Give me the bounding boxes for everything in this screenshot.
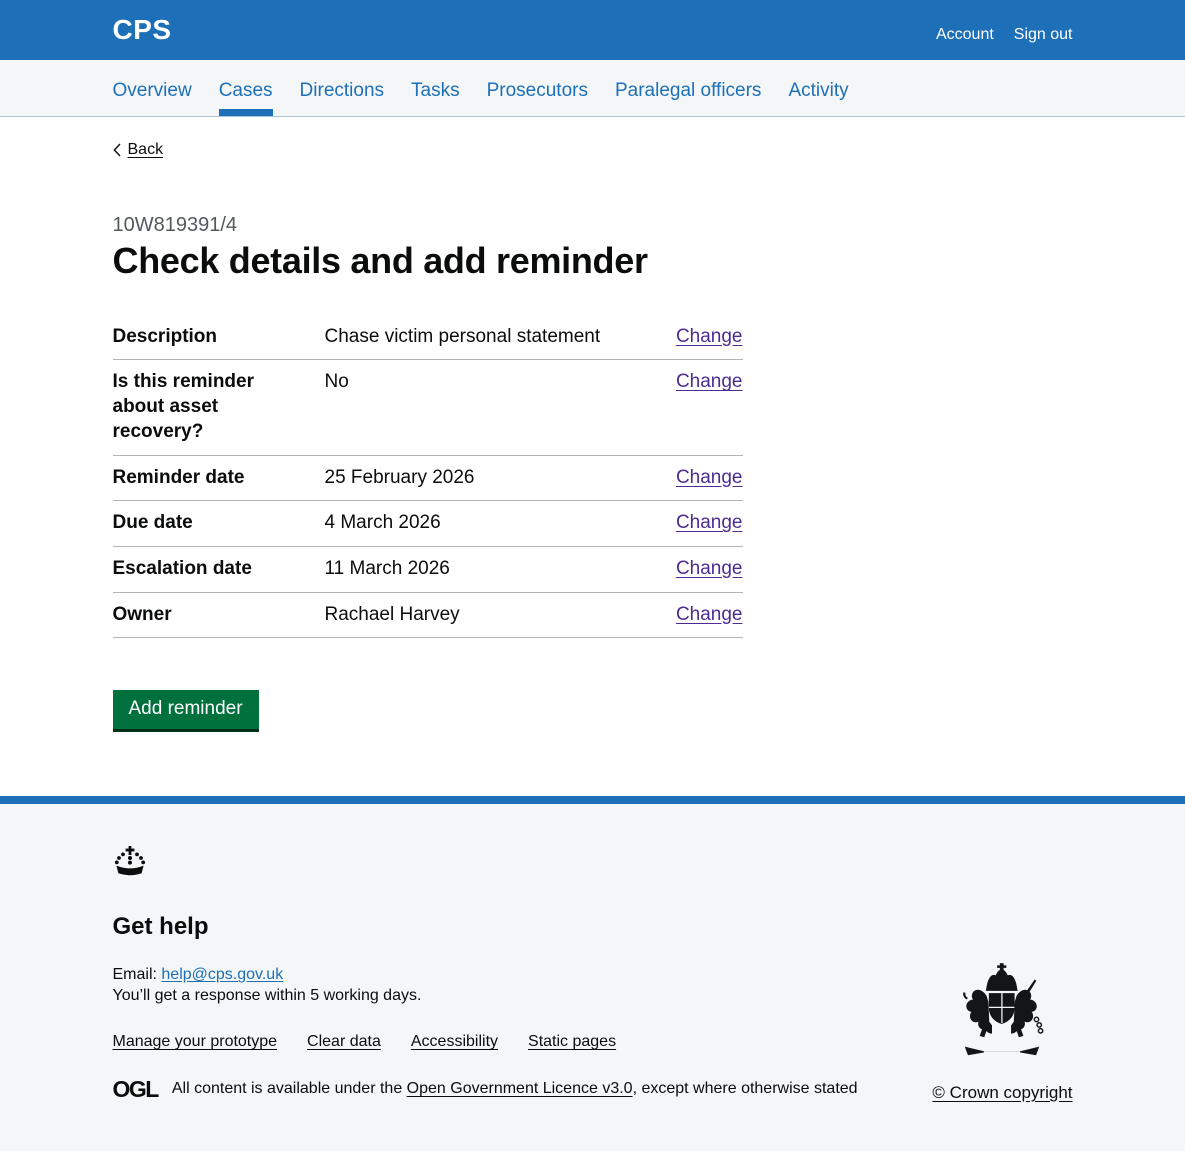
summary-row-reminder-date	[113, 456, 743, 502]
service-navigation	[0, 60, 1185, 117]
account-link[interactable]: Account	[935, 26, 994, 43]
summary-value: 4 March 2026	[324, 512, 441, 534]
change-asset-recovery-link[interactable]: Change	[675, 371, 743, 393]
summary-key: Owner	[112, 603, 172, 625]
signout-link[interactable]: Sign out	[1013, 26, 1073, 43]
summary-value: Rachael Harvey	[324, 603, 460, 625]
header-links	[936, 26, 1073, 44]
summary-row-owner	[113, 593, 743, 639]
add-reminder-button[interactable]: Add reminder	[113, 690, 259, 729]
app-header	[0, 0, 1185, 60]
summary-value: 11 March 2026	[324, 557, 450, 579]
summary-key: Is this reminder about asset recovery?	[112, 371, 254, 442]
nav-tab-directions[interactable]: Directions	[299, 80, 385, 101]
summary-row-asset-recovery	[113, 360, 743, 455]
summary-value: 25 February 2026	[324, 466, 475, 488]
change-reminder-date-link[interactable]: Change	[675, 466, 743, 488]
nav-tab-tasks[interactable]: Tasks	[411, 80, 460, 101]
back-link[interactable]	[113, 141, 164, 159]
ogl-logo: OGL	[112, 1075, 158, 1102]
manage-prototype-link[interactable]: Manage your prototype	[112, 1032, 278, 1050]
change-owner-link[interactable]: Change	[675, 603, 743, 625]
footer-links	[113, 1033, 903, 1051]
help-email-link[interactable]: help@cps.gov.uk	[161, 966, 284, 984]
nav-tab-cases[interactable]: Cases	[219, 60, 273, 116]
licence-post-text: , except where otherwise stated	[632, 1080, 858, 1098]
change-description-link[interactable]: Change	[675, 325, 743, 347]
summary-value: Chase victim personal statement	[324, 325, 601, 347]
clear-data-link[interactable]: Clear data	[307, 1032, 381, 1050]
response-time-text: You’ll get a response within 5 working days.	[112, 987, 422, 1005]
change-escalation-date-link[interactable]: Change	[675, 557, 743, 579]
case-reference-caption: 10W819391/4	[112, 214, 238, 236]
nav-tab-prosecutors[interactable]: Prosecutors	[486, 80, 588, 101]
summary-key: Description	[112, 325, 218, 347]
crown-icon	[113, 846, 903, 882]
open-government-licence-link[interactable]: Open Government Licence v3.0	[406, 1080, 633, 1098]
summary-value: No	[324, 371, 349, 393]
summary-list	[113, 315, 743, 639]
summary-row-escalation-date	[113, 547, 743, 593]
summary-key: Escalation date	[112, 557, 252, 579]
back-link-label: Back	[127, 141, 164, 158]
licence-text	[172, 1080, 858, 1098]
summary-key: Reminder date	[112, 466, 245, 488]
cps-logo[interactable]: CPS	[112, 14, 172, 45]
app-footer	[0, 796, 1185, 1151]
royal-coat-of-arms-icon	[943, 963, 1061, 1071]
footer-heading: Get help	[112, 913, 209, 941]
back-chevron-icon	[113, 143, 121, 157]
summary-key: Due date	[112, 512, 193, 534]
static-pages-link[interactable]: Static pages	[528, 1032, 617, 1050]
nav-tab-paralegal-officers[interactable]: Paralegal officers	[614, 80, 762, 101]
summary-row-due-date	[113, 501, 743, 547]
change-due-date-link[interactable]: Change	[675, 512, 743, 534]
licence-pre-text: All content is available under the	[171, 1080, 407, 1098]
crown-copyright-link[interactable]: © Crown copyright	[932, 1082, 1073, 1102]
page-title: Check details and add reminder	[112, 240, 648, 281]
nav-tab-overview[interactable]: Overview	[112, 80, 192, 101]
email-label: Email:	[112, 966, 157, 984]
summary-row-description	[113, 315, 743, 361]
nav-tab-activity[interactable]: Activity	[788, 80, 849, 101]
accessibility-link[interactable]: Accessibility	[410, 1032, 499, 1050]
